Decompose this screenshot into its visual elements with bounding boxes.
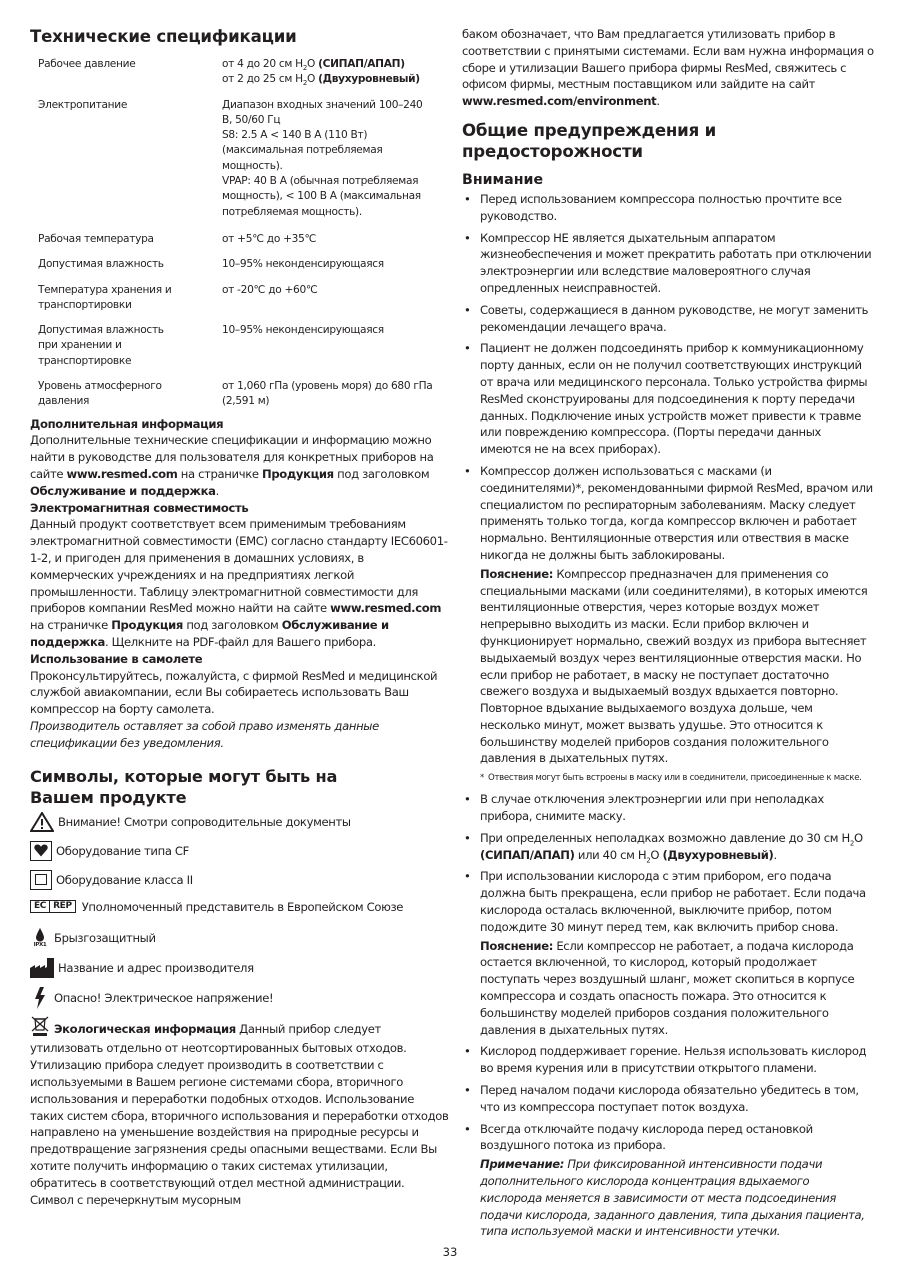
disclaimer-text: Производитель оставляет за собой право изменять данные спецификации без уведомления. <box>30 718 379 750</box>
spec-table <box>38 57 450 410</box>
page-number: 33 <box>442 1245 458 1259</box>
left-column <box>30 26 450 1208</box>
list-item: • В случае отключения электроэнергии или при неполадках прибора, снимите маску. <box>464 792 824 824</box>
ec-rep-icon: EC REP <box>30 900 76 913</box>
emc-title: Электромагнитная совместимость <box>30 500 249 515</box>
spec-value: 10–95% неконденсирующаяся <box>222 258 384 271</box>
list-item: • Компрессор НЕ является дыхательным аппаратом жизнеобеспечения и может прекратить работать при отключении электроэнергии или вследствие маловероятного случая опредленных неисправностей. <box>464 230 872 295</box>
right-column <box>462 26 874 1245</box>
spec-name: Рабочая температура <box>38 232 154 245</box>
spec-row <box>38 379 450 410</box>
spec-row <box>38 257 450 272</box>
spec-value: от -20℃ до +60℃ <box>222 283 318 296</box>
spec-name: Температура хранения и транспортировки <box>38 283 172 311</box>
spec-name: Допустимая влажность при хранении и транспортировке <box>38 324 164 367</box>
list-item: • При определенных неполадках возможно давление до 30 см $H_2O$ (СИПАП/АПАП) или 40 см $H_2O$ (Двухуровневый). <box>464 830 863 864</box>
list-item: • Перед использованием компрессора полностью прочтите все руководство. <box>464 191 842 223</box>
symbol-label: Название и адрес производителя <box>58 960 254 975</box>
eco-info-continued: баком обозначает, что Вам предлагается утилизовать прибор в соответствии с принятыми системами. Если вам нужна информация о сборе и утилизации Вашего прибора фирмы ResMed, свяжитесь с офисом фирмы, местным поставщиком или зайдите на сайт www.resmed.com/environment. <box>462 27 874 109</box>
eco-info-text: Экологическая информация Данный прибор следует утилизовать отдельно от неотсортированных бытовых отходов. Утилизацию прибора следует производить в соответствии с используемыми в Вашем регионе системами сбора, вторичного использования и переработки подобных отходов. Использование таких систем сбора, вторичного использования и переработки отходов направлено на уменьшение воздействия на природные ресурсы и предотвращение загрязнения среды опасными веществами. Если Вы хотите получить информацию о таких системах утилизации, обратитесь в соответствующий отдел местной администрации. Символ с перечеркнутым мусорным <box>30 1016 450 1209</box>
eco-title: Экологическая информация <box>54 1021 236 1036</box>
spec-row <box>38 98 450 220</box>
warnings-title: Общие предупреждения и предосторожности <box>462 120 717 161</box>
symbols-list <box>30 812 450 1009</box>
spec-value: от +5℃ до +35℃ <box>222 232 317 245</box>
oxygen-warnings-list <box>462 1043 874 1154</box>
spec-name: Уровень атмосферного давления <box>38 380 162 408</box>
list-item: • Компрессор должен использоваться с масками (и соединителями)*, рекомендованными фирмой ResMed, врачом или специалистом по респираторным заболеваниям. Маску следует применять только тогда, когда компрессор включен и работает нормально. Вентиляционные отверстия или отвествия в маске никогда не должны быть заблокированы. <box>464 463 873 562</box>
environment-link[interactable]: www.resmed.com/environment <box>462 94 657 109</box>
warnings-list-continued <box>462 791 874 935</box>
symbol-label: Уполномоченный представитель в Европейском Союзе <box>81 899 404 914</box>
remark-note: Примечание: При фиксированной интенсивности подачи дополнительного кислорода концентрация вдыхаемого кислорода меняется в зависимости от места подсоединения подачи кислорода, заданного давления, типа дыхания пациента, типа используемой маски и интенсивности утечки. <box>480 1157 865 1239</box>
resmed-link[interactable]: www.resmed.com <box>330 601 442 616</box>
list-item: • Пациент не должен подсоединять прибор к коммуникационному порту данных, если он не получил соответствующих инструкций от врача или медицинского персонала. Только устройства фирмы ResMed сконструированы для подсоединения к порту передачи данных. Подключение иных устройств может привести к травме или повреждению компрессора. (Порты передачи данных имеются не на всех приборах). <box>464 341 868 457</box>
spec-name: Допустимая влажность <box>38 258 164 271</box>
symbols-title: Символы, которые могут быть на Вашем продукте <box>30 766 338 807</box>
spec-row <box>38 57 450 88</box>
aircraft-title: Использование в самолете <box>30 651 203 666</box>
list-item: • Кислород поддерживает горение. Нельзя использовать кислород во время курения или в присутствии открытого пламени. <box>464 1044 867 1076</box>
symbol-label: Опасно! Электрическое напряжение! <box>54 990 274 1005</box>
spec-name: Электропитание <box>38 98 128 111</box>
spec-row <box>38 232 450 247</box>
symbol-item <box>30 870 450 890</box>
symbol-item <box>30 958 450 978</box>
specs-title: Технические спецификации <box>30 27 297 46</box>
spec-value: от 1,060 гПа (уровень моря) до 680 гПа (2,591 м) <box>222 380 433 408</box>
symbol-item <box>30 928 450 949</box>
resmed-link[interactable]: www.resmed.com <box>66 467 178 482</box>
explanation-note: Пояснение: Если компрессор не работает, а подача кислорода остается включенной, то кислород, который продолжает поступать через воздушный шланг, может скопиться в корпусе компрессора и создать опасность пожара. Это относится к большинству моделей приборов создания положительного давления в дыхательных путях. <box>480 938 855 1037</box>
symbol-label: Оборудование класса II <box>56 872 193 887</box>
spec-row <box>38 283 450 314</box>
list-item: • При использовании кислорода с этим прибором, его подача должна быть прекращена, если прибор не работает. Если подача кислорода осталась включенной, выключите прибор, потом подождите 30 минут перед тем, как включить прибор снова. <box>464 869 866 934</box>
symbol-label: Внимание! Смотри сопроводительные документы <box>58 814 351 829</box>
drip-proof-icon: IPX1 <box>30 928 50 949</box>
high-voltage-icon <box>30 987 50 1009</box>
additional-info-title: Дополнительная информация <box>30 416 224 431</box>
list-item: • Советы, содержащиеся в данном руководстве, не могут заменить рекомендации лечащего врача. <box>464 302 869 334</box>
symbol-label: Брызгозащитный <box>54 931 156 946</box>
spec-value: 10–95% неконденсирующаяся <box>222 324 384 337</box>
symbol-item <box>30 899 450 915</box>
spec-row <box>38 323 450 369</box>
emc-text: Данный продукт соответствует всем применимым требованиям электромагнитной совместимости (ЕМС) согласно стандарту IEC60601-1-2, и пригоден для применения в домашних условиях, в коммерческих учреждениях и на предприятиях легкой промышленности. Таблицу электромагнитной совместимости для приборов компании ResMed можно найти на сайте www.resmed.com на страничке Продукция под заголовком Обслуживание и поддержка. Щелкните на PDF-файл для Вашего прибора. <box>30 517 448 649</box>
spec-value: от 4 до 20 см $H_2O$ (СИПАП/АПАП) от 2 до 25 см $H_2O$ (Двухуровневый) <box>222 58 420 88</box>
class-ii-square-icon <box>30 870 52 890</box>
manufacturer-factory-icon <box>30 958 54 978</box>
symbol-item <box>30 812 450 832</box>
attention-title: Внимание <box>462 171 544 188</box>
type-cf-heart-icon <box>30 841 52 861</box>
warnings-list <box>462 191 874 564</box>
symbol-label: Оборудование типа CF <box>56 843 189 858</box>
aircraft-text: Проконсультируйтесь, пожалуйста, с фирмой ResMed и медицинской службой авиакомпании, если Вы собираетесь использовать Ваш компрессор на борту самолета. <box>30 668 438 717</box>
crossed-bin-icon <box>30 1016 50 1041</box>
additional-info-text: Дополнительные технические спецификации и информацию можно найти в руководстве для пользователя для конкретных приборов на сайте www.resmed.com на страничке Продукция под заголовком Обслуживание и поддержка. <box>30 433 434 498</box>
explanation-note: Пояснение: Компрессор предназначен для применения со специальными масками (или соединителями), в которых имеются вентиляционные отверстия, через которые воздух может непрерывно выходить из маски. Если прибор включен и функционирует нормально, свежий воздух из прибора вытесняет выдыхаемый воздух через вентиляционные отверстия маски. Но если прибор не работает, в маску не поступает достаточно свежего воздуха и выдыхаемый воздух вдыхается повторно. Повторное вдыхание выдыхаемого воздуха дольше, чем несколько минут, может вызвать удушье. Это относится к большинству моделей приборов создания положительного давления в дыхательных путях. <box>480 566 868 766</box>
list-item: • Всегда отключайте подачу кислорода перед остановкой воздушного потока из прибора. <box>464 1121 813 1153</box>
spec-value: Диапазон входных значений 100–240 В, 50/60 Гц S8: 2.5 A < 140 В А (110 Вт) (максимальная потребляемая мощность). VPAP: 40 В А (обычная потребляемая мощность), < 100 В А (максимальная потребляемая мощность). <box>222 98 423 218</box>
list-item: • Перед началом подачи кислорода обязательно убедитесь в том, что из компрессора поступает поток воздуха. <box>464 1083 859 1114</box>
warning-triangle-icon <box>30 812 54 832</box>
symbol-item <box>30 841 450 861</box>
spec-name: Рабочее давление <box>38 58 136 70</box>
footnote: * Отвествия могут быть встроены в маску или в соединители, присоединенные к маске. <box>480 773 862 784</box>
symbol-item <box>30 987 450 1009</box>
